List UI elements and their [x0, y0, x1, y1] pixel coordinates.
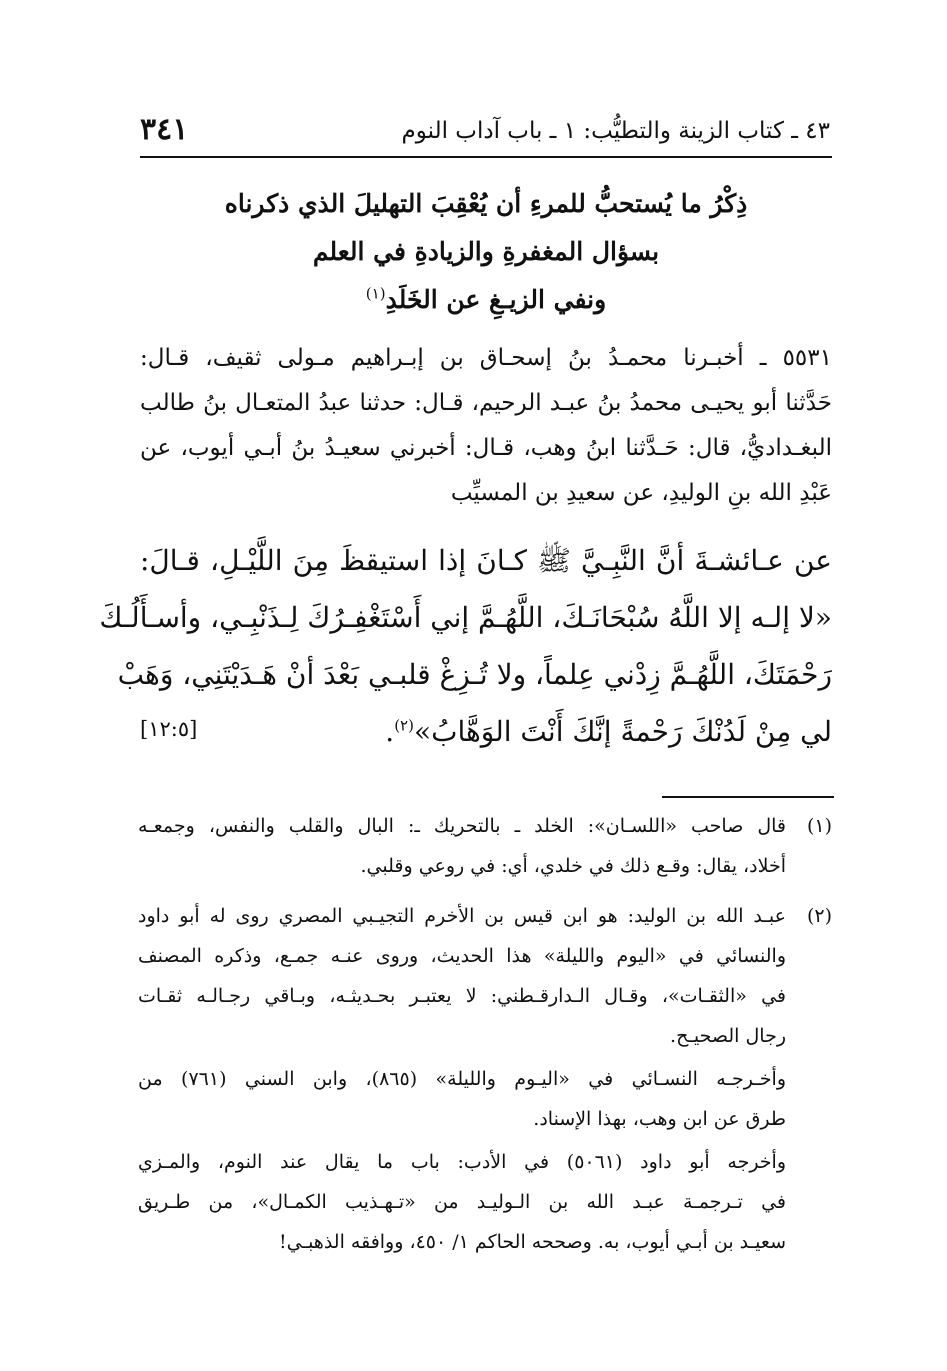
- footnote-paragraph: [138, 1142, 786, 1262]
- footnote-ref: (١): [365, 284, 386, 303]
- footnote-line: طرق عن ابن وهب، بهذا الإسناد.: [533, 1108, 786, 1130]
- footnote-paragraph: [138, 896, 786, 1056]
- footnote-line: أخلاد، يقال: وقـع ذلك في خلدي، أي: في روعي وقلبي.: [360, 855, 786, 877]
- matn-text: لي مِنْ لَدُنْكَ رَحْمةً إنَّكَ أَنْتَ الوَهَّابُ»: [413, 715, 832, 748]
- hadith-matn: [99, 532, 832, 760]
- isnad-line: حَدَّثنا أبو يحيـى محمدُ بنُ عبـد الرحيم، قـال: حدثنا عبدُ المتعـال بنُ طالب: [140, 390, 832, 416]
- footnote: [138, 806, 832, 886]
- footnote-body: [138, 896, 786, 1262]
- hadith-isnad: [140, 336, 832, 516]
- isnad-line: ٥٥٣١ ـ أخبـرنا محمـدُ بنُ إسحـاق بن إبـراهيم مـولى ثقيف، قـال:: [140, 345, 832, 371]
- running-title: ٤٣ ـ كتاب الزينة والتطيُّب: ١ ـ باب آداب النوم: [401, 118, 830, 144]
- footnote-line: وأخـرجـه النسـائي في «اليـوم والليلة» (٨٦٥)، وابن السني (٧٦١) من: [138, 1068, 786, 1090]
- footnote-line: في تـرجمـة عبـد الله بن الـوليـد من «تـهـذيب الكمـال»، من طـريق: [138, 1191, 786, 1213]
- footnote-separator: [662, 796, 834, 798]
- footnote-line: في «الثقـات»، وقـال الـدارقـطني: لا يعتبـر بحـديثـه، وبـاقي رجـالـه ثقـات: [138, 985, 786, 1007]
- matn-line-text: لي مِنْ لَدُنْكَ رَحْمةً إنَّكَ أَنْتَ الوَهَّابُ»$^{(٢)}$.: [385, 715, 832, 748]
- footnote: [138, 896, 832, 1262]
- footnote-marker: (٢): [806, 905, 832, 927]
- isnad-line: البغـداديُّ، قال: حَـدَّثنا ابنُ وهب، قـال: أخبرني سعيـدُ بنُ أبـي أيوب، عن: [140, 435, 832, 461]
- footnote-line: قال صاحب «اللسـان»: الخلد ـ بالتحريك ـ: البال والقلب والنفس، وجمعـه: [138, 815, 786, 837]
- footnote-line: وأخرجه أبو داود (٥٠٦١) في الأدب: باب ما يقال عند النوم، والمـزي: [138, 1151, 786, 1173]
- chapter-title-line: بسؤال المغفرةِ والزيادةِ في العلم: [312, 237, 660, 266]
- footnote-paragraph: [138, 1059, 786, 1139]
- footnotes: [138, 806, 832, 1272]
- header-rule: [140, 156, 832, 158]
- hadith-reference: [١٢:٥]: [140, 717, 198, 741]
- page-number: ٣٤١: [140, 112, 189, 147]
- isnad-line: عَبْدِ الله بنِ الوليدِ، عن سعيدِ بن المسيِّب: [450, 480, 832, 506]
- chapter-title: [140, 180, 832, 324]
- footnote-line: سعيـد بن أبـي أيوب، به. وصححه الحاكم ١/ ٤٥٠، ووافقه الذهبـي!: [279, 1231, 786, 1253]
- matn-line: رَحْمَتَكَ، اللَّهُـمَّ زِدْني عِلماً، ولا تُـزِغْ قلبـي بَعْدَ أنْ هَـدَيْتَنِي، وَهَبْ: [117, 658, 832, 691]
- matn-line: عن عـائشـةَ أنَّ النَّبِـيَّ ﷺ كـانَ إذا استيقظَ مِنَ اللَّيْـلِ، قـالَ:: [140, 544, 832, 577]
- footnote-ref: (٢): [394, 716, 414, 735]
- footnote-line: رجال الصحيـح.: [670, 1025, 786, 1047]
- chapter-title-line: ذِكْرُ ما يُستحبُّ للمرءِ أن يُعْقِبَ التهليلَ الذي ذكرناه: [224, 189, 748, 218]
- matn-line: «لا إلـه إلا اللَّهُ سُبْحَانَـكَ، اللَّهُـمَّ إني أَسْتَغْفِـرُكَ لِـذَنْبِـي، وأسـأَلُـكَ: [99, 601, 832, 634]
- matn-line-last: [140, 703, 832, 760]
- footnote-line: عبـد الله بن الوليد: هو ابن قيس بن الأخرم التجيـبي المصري روى له أبو داود: [138, 905, 786, 927]
- footnote-marker: (١): [806, 815, 832, 837]
- footnote-line: والنسائي في «اليوم والليلة» هذا الحديث، وروى عنـه جمـع، وذكره المصنف: [138, 945, 786, 967]
- footnote-body: [138, 806, 786, 886]
- chapter-title-line: [140, 276, 832, 324]
- page-header: [140, 112, 830, 152]
- chapter-title-text: ونفي الزيـغِ عن الخَلَدِ: [385, 285, 607, 314]
